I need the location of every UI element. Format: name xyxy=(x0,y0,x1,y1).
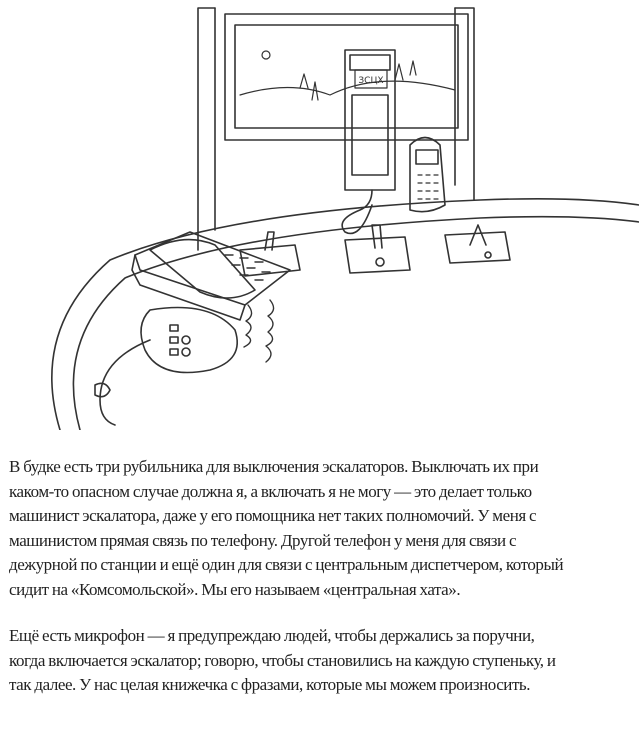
window-frame xyxy=(198,8,474,250)
intercom xyxy=(95,308,237,426)
text-line: каком-то опасном случае должна я, а включать я не могу — это делает только xyxy=(9,481,532,501)
text-line: Ещё есть микрофон — я предупреждаю людей, чтобы держались за поручни, xyxy=(9,626,535,645)
text-line: так далее. У нас целая книжечка с фразами, которые мы можем произносить. xyxy=(9,675,531,695)
switches xyxy=(240,225,510,276)
text-line: сидит на «Комсомольской». Мы его называем «центральная хата». xyxy=(9,579,461,599)
text-line: машинист эскалатора, даже у его помощника нет таких полномочий. У меня с xyxy=(9,506,537,526)
mobile-phone xyxy=(410,138,445,212)
paragraph-2 xyxy=(9,624,556,698)
phone-label: ЗСЦХ xyxy=(358,76,384,86)
text-line: когда включается эскалатор; говорю, чтобы становились на каждую ступеньку, и xyxy=(9,650,556,670)
desk xyxy=(52,199,639,430)
text-line: дежурной по станции и ещё один для связи с центральным диспетчером, который xyxy=(9,555,564,575)
text-line: машинистом прямая связь по телефону. Другой телефон у меня для связи с xyxy=(9,530,517,550)
paragraph-1 xyxy=(9,455,563,603)
text-line: В будке есть три рубильника для выключения эскалаторов. Выключать их при xyxy=(9,457,539,476)
